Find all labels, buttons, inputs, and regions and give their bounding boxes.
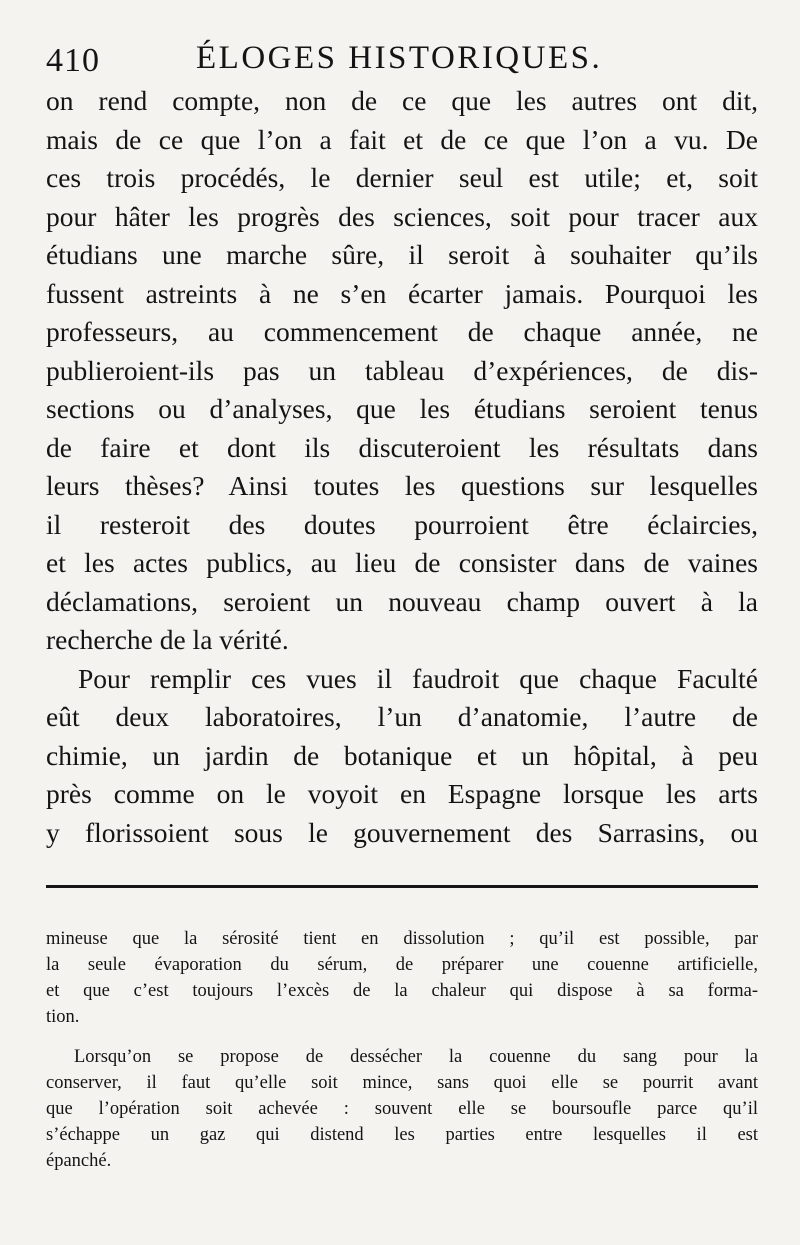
text-line: mais de ce que l’on a fait et de ce que l’on a vu. De <box>46 123 758 155</box>
footnote-line: conserver, il faut qu’elle soit mince, sans quoi elle se pourrit avant <box>46 1073 758 1093</box>
footnote-line: mineuse que la sérosité tient en dissolution ; qu’il est possible, par <box>46 929 758 949</box>
text-line: chimie, un jardin de botanique et un hôpital, à peu <box>46 739 758 771</box>
footnote-line: épanché. <box>46 1151 112 1171</box>
text-line: leurs thèses? Ainsi toutes les questions sur lesquelles <box>46 470 758 501</box>
text-line: on rend compte, non de ce que les autres ont dit, <box>46 85 758 116</box>
text-line: étudians une marche sûre, il seroit à souhaiter qu’ils <box>46 239 758 270</box>
text-line: fussent astreints à ne s’en écarter jamais. Pourquoi les <box>46 277 758 309</box>
text-line: et les actes publics, au lieu de consister dans de vaines <box>46 547 758 578</box>
footnote-line: s’échappe un gaz qui distend les parties entre lesquelles il est <box>46 1125 758 1145</box>
text-line: recherche de la vérité. <box>46 624 289 655</box>
text-line: publieroient-ils pas un tableau d’expériences, de dis- <box>46 354 758 386</box>
footnote-divider <box>46 885 758 888</box>
text-line: pour hâter les progrès des sciences, soit pour tracer aux <box>46 200 758 232</box>
main-text <box>46 82 758 852</box>
text-line: professeurs, au commencement de chaque année, ne <box>46 316 758 347</box>
footnote-line: la seule évaporation du sérum, de préparer une couenne artificielle, <box>46 955 758 975</box>
running-title: ÉLOGES HISTORIQUES. <box>196 40 603 76</box>
text-line: il resteroit des doutes pourroient être éclaircies, <box>46 508 758 540</box>
footnote-paragraph-gap <box>46 1030 758 1044</box>
text-line: Pour remplir ces vues il faudroit que chaque Faculté <box>78 662 758 694</box>
text-line: sections ou d’analyses, que les étudians seroient tenus <box>46 393 758 424</box>
page-header <box>46 40 758 84</box>
text-line: ces trois procédés, le dernier seul est utile; et, soit <box>46 162 758 193</box>
text-line: déclamations, seroient un nouveau champ ouvert à la <box>46 585 758 617</box>
footnote-line: Lorsqu’on se propose de dessécher la couenne du sang pour la <box>74 1047 758 1067</box>
text-line: de faire et dont ils discuteroient les résultats dans <box>46 431 758 463</box>
footnotes <box>46 926 758 1174</box>
page-number: 410 <box>46 42 100 79</box>
text-line: près comme on le voyoit en Espagne lorsque les arts <box>46 778 758 809</box>
text-line: y florissoient sous le gouvernement des Sarrasins, ou <box>46 816 758 848</box>
footnote-line: et que c’est toujours l’excès de la chaleur qui dispose à sa forma- <box>46 981 758 1001</box>
text-line: eût deux laboratoires, l’un d’anatomie, l’autre de <box>46 701 758 732</box>
footnote-line: tion. <box>46 1007 80 1027</box>
footnote-line: que l’opération soit achevée : souvent elle se boursoufle parce qu’il <box>46 1099 758 1119</box>
